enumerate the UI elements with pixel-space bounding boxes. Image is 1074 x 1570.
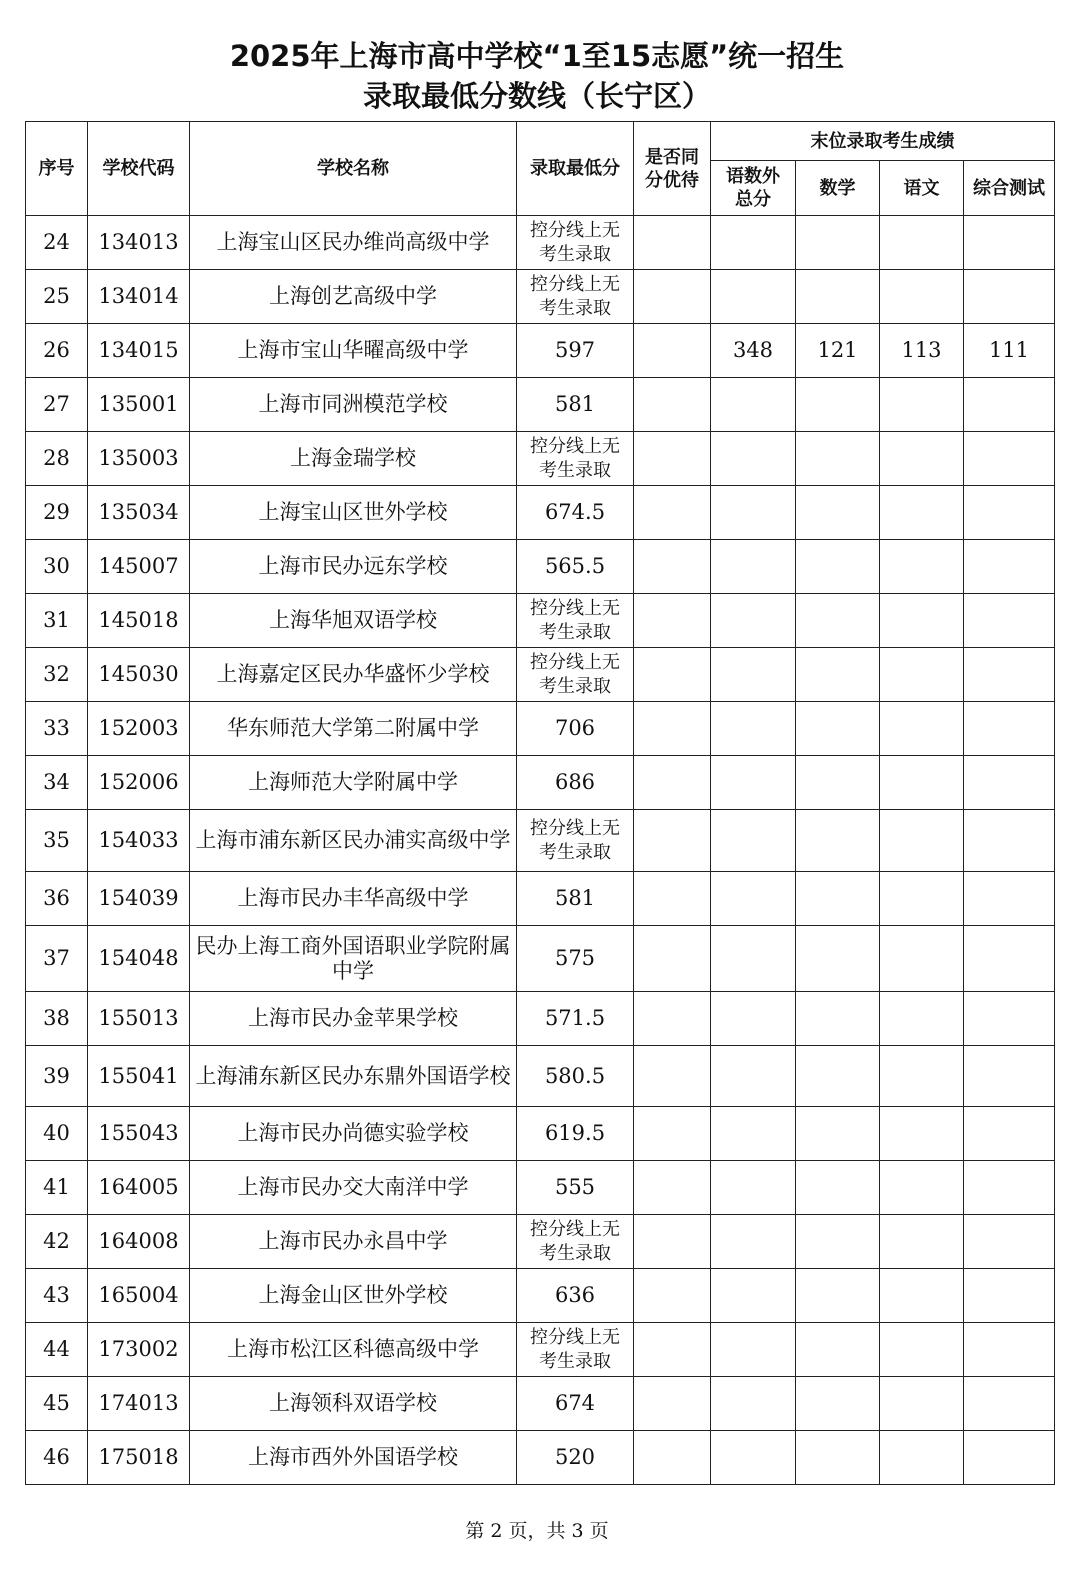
cell-seq: 39: [26, 1046, 88, 1107]
cell-chinese: [880, 540, 964, 594]
header-last-admitted-scores: 末位录取考生成绩: [711, 122, 1055, 161]
cell-total-score: [711, 926, 796, 992]
cell-school-name: 上海华旭双语学校: [190, 594, 517, 648]
cell-total-score: [711, 810, 796, 872]
cell-seq: 44: [26, 1323, 88, 1377]
cell-seq: 27: [26, 378, 88, 432]
cell-comprehensive: [964, 432, 1055, 486]
cell-seq: 45: [26, 1377, 88, 1431]
cell-school-code: 155013: [88, 992, 190, 1046]
cell-min-score: 597: [517, 324, 634, 378]
cell-school-code: 134014: [88, 270, 190, 324]
cell-same-score-priority: [634, 1215, 711, 1269]
cell-school-code: 145018: [88, 594, 190, 648]
cell-total-score: [711, 1161, 796, 1215]
table-row: [26, 1323, 1055, 1377]
cell-same-score-priority: [634, 1046, 711, 1107]
cell-seq: 30: [26, 540, 88, 594]
cell-min-score: 555: [517, 1161, 634, 1215]
cell-same-score-priority: [634, 378, 711, 432]
cell-chinese: [880, 810, 964, 872]
cell-school-name: 上海市西外外国语学校: [190, 1431, 517, 1485]
table-row: [26, 1161, 1055, 1215]
cell-total-score: [711, 378, 796, 432]
cell-total-score: [711, 270, 796, 324]
cell-min-score: 581: [517, 378, 634, 432]
cell-total-score: [711, 992, 796, 1046]
cell-seq: 24: [26, 216, 88, 270]
cell-total-score: [711, 1323, 796, 1377]
cell-same-score-priority: [634, 1161, 711, 1215]
cell-comprehensive: [964, 992, 1055, 1046]
cell-school-code: 165004: [88, 1269, 190, 1323]
cell-school-code: 154033: [88, 810, 190, 872]
cell-chinese: [880, 1107, 964, 1161]
cell-same-score-priority: [634, 432, 711, 486]
table-row: [26, 486, 1055, 540]
cell-seq: 40: [26, 1107, 88, 1161]
cell-total-score: [711, 540, 796, 594]
table-row: [26, 270, 1055, 324]
cell-school-code: 135003: [88, 432, 190, 486]
cell-seq: 34: [26, 756, 88, 810]
cell-total-score: [711, 756, 796, 810]
cell-math: [796, 810, 880, 872]
cell-same-score-priority: [634, 324, 711, 378]
cell-school-name: 上海金瑞学校: [190, 432, 517, 486]
cell-math: [796, 432, 880, 486]
table-row: [26, 1046, 1055, 1107]
cell-school-name: 上海金山区世外学校: [190, 1269, 517, 1323]
cell-math: [796, 992, 880, 1046]
cell-same-score-priority: [634, 1431, 711, 1485]
cell-school-name: 华东师范大学第二附属中学: [190, 702, 517, 756]
cell-school-code: 135034: [88, 486, 190, 540]
cell-school-name: 上海市民办丰华高级中学: [190, 872, 517, 926]
cell-school-code: 173002: [88, 1323, 190, 1377]
cell-math: [796, 1161, 880, 1215]
table-row: [26, 216, 1055, 270]
cell-school-name: 上海市民办尚德实验学校: [190, 1107, 517, 1161]
cell-seq: 25: [26, 270, 88, 324]
cell-math: [796, 1377, 880, 1431]
header-school-code: 学校代码: [88, 122, 190, 216]
cell-total-score: [711, 1215, 796, 1269]
cell-same-score-priority: [634, 486, 711, 540]
cell-seq: 28: [26, 432, 88, 486]
cell-chinese: [880, 1431, 964, 1485]
cell-chinese: [880, 594, 964, 648]
table-row: [26, 378, 1055, 432]
cell-comprehensive: [964, 1161, 1055, 1215]
cell-same-score-priority: [634, 648, 711, 702]
cell-school-code: 154048: [88, 926, 190, 992]
cell-chinese: [880, 1377, 964, 1431]
cell-same-score-priority: [634, 702, 711, 756]
document-title-line2: 录取最低分数线（长宁区）: [362, 79, 711, 113]
cell-comprehensive: [964, 216, 1055, 270]
cell-total-score: [711, 486, 796, 540]
header-min-score: 录取最低分: [517, 122, 634, 216]
cell-same-score-priority: [634, 270, 711, 324]
cell-total-score: [711, 872, 796, 926]
cell-school-code: 134013: [88, 216, 190, 270]
cell-comprehensive: [964, 648, 1055, 702]
cell-min-score: 控分线上无考生录取: [517, 270, 634, 324]
table-row: [26, 324, 1055, 378]
cell-chinese: [880, 1161, 964, 1215]
cell-school-name: 上海市松江区科德高级中学: [190, 1323, 517, 1377]
cell-school-code: 175018: [88, 1431, 190, 1485]
cell-chinese: [880, 648, 964, 702]
cell-chinese: [880, 270, 964, 324]
cell-comprehensive: [964, 1269, 1055, 1323]
cell-same-score-priority: [634, 594, 711, 648]
cell-chinese: [880, 1046, 964, 1107]
cell-school-code: 134015: [88, 324, 190, 378]
cell-chinese: [880, 1323, 964, 1377]
cell-seq: 31: [26, 594, 88, 648]
cell-min-score: 控分线上无考生录取: [517, 1215, 634, 1269]
cell-total-score: [711, 1377, 796, 1431]
cell-chinese: [880, 926, 964, 992]
cell-same-score-priority: [634, 926, 711, 992]
header-chinese: 语文: [880, 161, 964, 216]
cell-chinese: [880, 1215, 964, 1269]
cell-school-name: 上海宝山区民办维尚高级中学: [190, 216, 517, 270]
table-row: [26, 648, 1055, 702]
header-seq: 序号: [26, 122, 88, 216]
cell-chinese: [880, 992, 964, 1046]
cell-total-score: [711, 594, 796, 648]
cell-school-name: 上海市民办远东学校: [190, 540, 517, 594]
cell-seq: 33: [26, 702, 88, 756]
table-row: [26, 756, 1055, 810]
table-row: [26, 540, 1055, 594]
cell-comprehensive: [964, 1215, 1055, 1269]
document-title-line1: 2025年上海市高中学校“1至15志愿”统一招生: [229, 39, 845, 73]
cell-comprehensive: [964, 1431, 1055, 1485]
cell-school-code: 152003: [88, 702, 190, 756]
header-same-score-priority: 是否同分优待: [634, 122, 711, 216]
cell-same-score-priority: [634, 1107, 711, 1161]
cell-seq: 43: [26, 1269, 88, 1323]
cell-math: [796, 872, 880, 926]
cell-comprehensive: [964, 540, 1055, 594]
cell-comprehensive: [964, 702, 1055, 756]
cell-total-score: [711, 1046, 796, 1107]
cell-seq: 32: [26, 648, 88, 702]
cell-min-score: 控分线上无考生录取: [517, 216, 634, 270]
cell-same-score-priority: [634, 540, 711, 594]
cell-math: [796, 378, 880, 432]
cell-total-score: [711, 1107, 796, 1161]
cell-school-code: 155041: [88, 1046, 190, 1107]
cell-seq: 29: [26, 486, 88, 540]
cell-min-score: 控分线上无考生录取: [517, 432, 634, 486]
cell-comprehensive: [964, 378, 1055, 432]
cell-math: [796, 1323, 880, 1377]
cell-same-score-priority: [634, 1269, 711, 1323]
cell-comprehensive: [964, 1377, 1055, 1431]
cell-school-name: 上海市民办永昌中学: [190, 1215, 517, 1269]
cell-seq: 38: [26, 992, 88, 1046]
cell-min-score: 控分线上无考生录取: [517, 594, 634, 648]
cell-math: [796, 270, 880, 324]
cell-school-code: 154039: [88, 872, 190, 926]
cell-seq: 37: [26, 926, 88, 992]
cell-chinese: [880, 756, 964, 810]
cell-school-name: 上海创艺高级中学: [190, 270, 517, 324]
cell-total-score: 348: [711, 324, 796, 378]
cell-chinese: [880, 702, 964, 756]
cell-min-score: 565.5: [517, 540, 634, 594]
cell-comprehensive: [964, 1046, 1055, 1107]
cell-chinese: [880, 378, 964, 432]
cell-total-score: [711, 1431, 796, 1485]
cell-math: [796, 1107, 880, 1161]
header-math: 数学: [796, 161, 880, 216]
cell-total-score: [711, 702, 796, 756]
cell-school-name: 上海宝山区世外学校: [190, 486, 517, 540]
cell-math: [796, 216, 880, 270]
cell-comprehensive: [964, 594, 1055, 648]
cell-math: [796, 926, 880, 992]
table-row: [26, 432, 1055, 486]
cell-seq: 42: [26, 1215, 88, 1269]
cell-total-score: [711, 432, 796, 486]
cell-comprehensive: [964, 872, 1055, 926]
table-row: [26, 1215, 1055, 1269]
cell-chinese: [880, 1269, 964, 1323]
cell-same-score-priority: [634, 1377, 711, 1431]
cell-math: [796, 1431, 880, 1485]
cell-comprehensive: [964, 1107, 1055, 1161]
cell-math: [796, 594, 880, 648]
cell-school-code: 155043: [88, 1107, 190, 1161]
cell-min-score: 619.5: [517, 1107, 634, 1161]
table-row: [26, 872, 1055, 926]
cell-chinese: 113: [880, 324, 964, 378]
cell-min-score: 520: [517, 1431, 634, 1485]
cell-min-score: 控分线上无考生录取: [517, 648, 634, 702]
table-row: [26, 926, 1055, 992]
cell-min-score: 571.5: [517, 992, 634, 1046]
cell-chinese: [880, 872, 964, 926]
cell-comprehensive: [964, 486, 1055, 540]
cell-comprehensive: [964, 926, 1055, 992]
table-row: [26, 594, 1055, 648]
cell-total-score: [711, 648, 796, 702]
cell-seq: 46: [26, 1431, 88, 1485]
cell-chinese: [880, 216, 964, 270]
cell-same-score-priority: [634, 1323, 711, 1377]
cell-seq: 35: [26, 810, 88, 872]
cell-min-score: 581: [517, 872, 634, 926]
cell-same-score-priority: [634, 810, 711, 872]
cell-seq: 41: [26, 1161, 88, 1215]
cell-comprehensive: [964, 810, 1055, 872]
cell-same-score-priority: [634, 992, 711, 1046]
cell-same-score-priority: [634, 216, 711, 270]
header-school-name: 学校名称: [190, 122, 517, 216]
cell-school-code: 164008: [88, 1215, 190, 1269]
cell-comprehensive: [964, 1323, 1055, 1377]
admission-score-table: [25, 121, 1055, 1485]
cell-math: [796, 648, 880, 702]
header-comprehensive-test: 综合测试: [964, 161, 1055, 216]
cell-school-name: 民办上海工商外国语职业学院附属中学: [190, 926, 517, 992]
header-total-score: 语数外总分: [711, 161, 796, 216]
cell-math: [796, 540, 880, 594]
cell-school-name: 上海市宝山华曜高级中学: [190, 324, 517, 378]
cell-school-name: 上海浦东新区民办东鼎外国语学校: [190, 1046, 517, 1107]
cell-math: [796, 702, 880, 756]
cell-math: [796, 1215, 880, 1269]
cell-comprehensive: [964, 270, 1055, 324]
cell-math: 121: [796, 324, 880, 378]
cell-total-score: [711, 1269, 796, 1323]
cell-math: [796, 756, 880, 810]
cell-min-score: 636: [517, 1269, 634, 1323]
cell-min-score: 控分线上无考生录取: [517, 810, 634, 872]
cell-school-code: 174013: [88, 1377, 190, 1431]
cell-min-score: 控分线上无考生录取: [517, 1323, 634, 1377]
cell-school-name: 上海领科双语学校: [190, 1377, 517, 1431]
cell-school-name: 上海市浦东新区民办浦实高级中学: [190, 810, 517, 872]
cell-school-name: 上海市同洲模范学校: [190, 378, 517, 432]
cell-school-code: 145007: [88, 540, 190, 594]
cell-math: [796, 486, 880, 540]
cell-min-score: 686: [517, 756, 634, 810]
cell-math: [796, 1046, 880, 1107]
table-row: [26, 702, 1055, 756]
cell-school-code: 152006: [88, 756, 190, 810]
cell-school-name: 上海师范大学附属中学: [190, 756, 517, 810]
page-number: 第 2 页，共 3 页: [465, 1520, 609, 1542]
cell-school-name: 上海市民办金苹果学校: [190, 992, 517, 1046]
cell-chinese: [880, 486, 964, 540]
cell-min-score: 575: [517, 926, 634, 992]
cell-min-score: 706: [517, 702, 634, 756]
cell-total-score: [711, 216, 796, 270]
cell-school-name: 上海市民办交大南洋中学: [190, 1161, 517, 1215]
cell-school-code: 145030: [88, 648, 190, 702]
cell-school-code: 164005: [88, 1161, 190, 1215]
cell-same-score-priority: [634, 756, 711, 810]
cell-same-score-priority: [634, 872, 711, 926]
table-row: [26, 1269, 1055, 1323]
cell-min-score: 580.5: [517, 1046, 634, 1107]
cell-seq: 36: [26, 872, 88, 926]
cell-comprehensive: [964, 756, 1055, 810]
cell-school-name: 上海嘉定区民办华盛怀少学校: [190, 648, 517, 702]
cell-min-score: 674.5: [517, 486, 634, 540]
table-row: [26, 810, 1055, 872]
cell-seq: 26: [26, 324, 88, 378]
cell-math: [796, 1269, 880, 1323]
table-row: [26, 1107, 1055, 1161]
table-row: [26, 1377, 1055, 1431]
cell-chinese: [880, 432, 964, 486]
cell-school-code: 135001: [88, 378, 190, 432]
cell-comprehensive: 111: [964, 324, 1055, 378]
table-row: [26, 1431, 1055, 1485]
cell-min-score: 674: [517, 1377, 634, 1431]
table-row: [26, 992, 1055, 1046]
